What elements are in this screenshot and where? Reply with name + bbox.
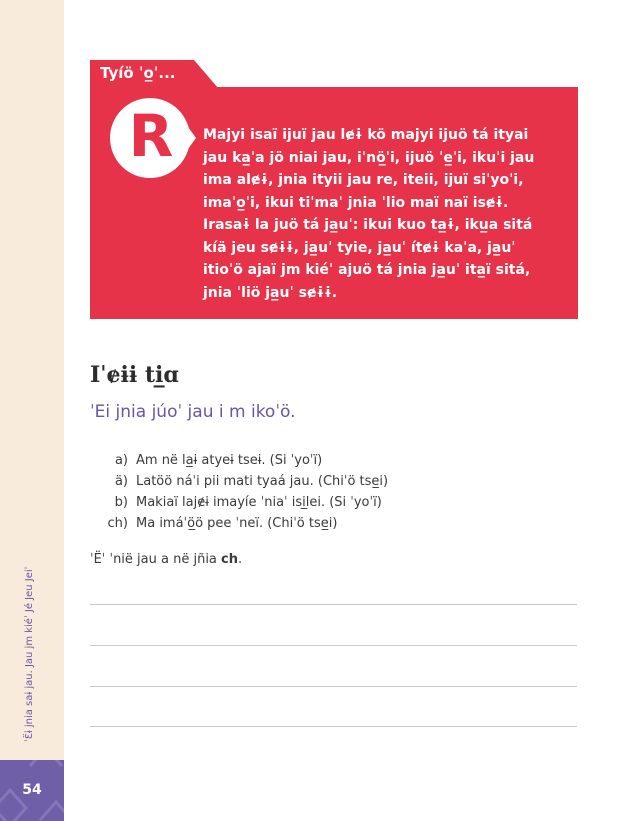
item-text: Ma imáˈö̲ö pee ˈneï. (Chiˈö tse̲i) bbox=[136, 516, 338, 531]
highlight-line: imaˈo̲ˈi, ikui tiˈmaˈ jnia ˈlio maï naï isɇɨ. bbox=[203, 194, 509, 211]
list-item bbox=[90, 492, 388, 513]
instruction: ˈEi jnia júoˈ jau i m ikoˈö. bbox=[90, 402, 296, 422]
highlight-line: kíä jeu sɇɨɨ, ja̲uˈ tyie, ja̲uˈ ítɇɨ kaˈa, ja̲uˈ bbox=[203, 239, 516, 256]
badge-letter: R bbox=[128, 102, 174, 170]
list-item bbox=[90, 450, 388, 471]
item-text: Latöö náˈi pii mati tyaá jau. (Chiˈö tse̲i) bbox=[136, 474, 389, 489]
r-badge-icon bbox=[104, 96, 200, 180]
list-item bbox=[90, 513, 388, 534]
answer-line[interactable] bbox=[90, 726, 577, 727]
highlight-line: ima alɇɨ, jnia ityii jau re, iteii, ijuï siˈyoˈi, bbox=[203, 172, 524, 188]
highlight-line: Irasaɨ la juö tá ja̲uˈ: ikui kuo ta̲ɨ, iku̲a sitá bbox=[203, 217, 533, 233]
highlight-line: jnia ˈliö ja̲uˈ sɇɨɨ. bbox=[203, 284, 338, 301]
final-prompt-prefix: ˈËˈ ˈnië jau a në jñia bbox=[90, 552, 222, 567]
item-text: Makiaï lajɇɨ imayíe ˈniaˈ isi̲lei. (Si ˈyoˈï) bbox=[136, 495, 382, 510]
answer-line[interactable] bbox=[90, 604, 577, 605]
answer-line[interactable] bbox=[90, 645, 577, 646]
highlight-line: itioˈö ajaï jm kiéˈ ajuö tá jnia ja̲uˈ ita̲ï sitá, bbox=[203, 262, 531, 278]
highlight-line: Majyi isaï ijuï jau lɇɨ kö majyi ijuö tá ityai bbox=[203, 127, 529, 143]
item-marker: ä) bbox=[114, 474, 128, 489]
item-text: Am në la̲ɨ atyeɨ tseɨ. (Si ˈyoˈï) bbox=[136, 453, 323, 468]
sidebar-footer-text: ˈƐ̈ɨ jnia saɨ jau. Jau jm kiéˈ Jé Jeu Jeiˈ bbox=[24, 566, 35, 742]
item-marker: b) bbox=[114, 495, 128, 510]
final-prompt bbox=[90, 552, 242, 567]
item-marker: a) bbox=[114, 453, 128, 468]
final-prompt-suffix: . bbox=[238, 552, 243, 567]
answer-line[interactable] bbox=[90, 686, 577, 687]
item-marker: ch) bbox=[107, 516, 128, 531]
page-number-box bbox=[0, 760, 64, 821]
final-prompt-bold: ch bbox=[221, 552, 238, 567]
list-item bbox=[90, 471, 388, 492]
section-tab bbox=[90, 60, 218, 88]
exercise-list bbox=[90, 450, 388, 534]
tab-label: Tyíö ˈo̲ˈ... bbox=[100, 64, 176, 82]
highlight-line: jau ka̲ˈa jö niai jau, iˈnö̲ˈi, ijuö ˈe̲ˈi, ikuˈi jau bbox=[203, 149, 535, 166]
highlight-text bbox=[203, 124, 573, 304]
page-number: 54 bbox=[22, 782, 42, 798]
section-title: Iˈɇɨɨ ti̲ɑ bbox=[90, 362, 179, 388]
